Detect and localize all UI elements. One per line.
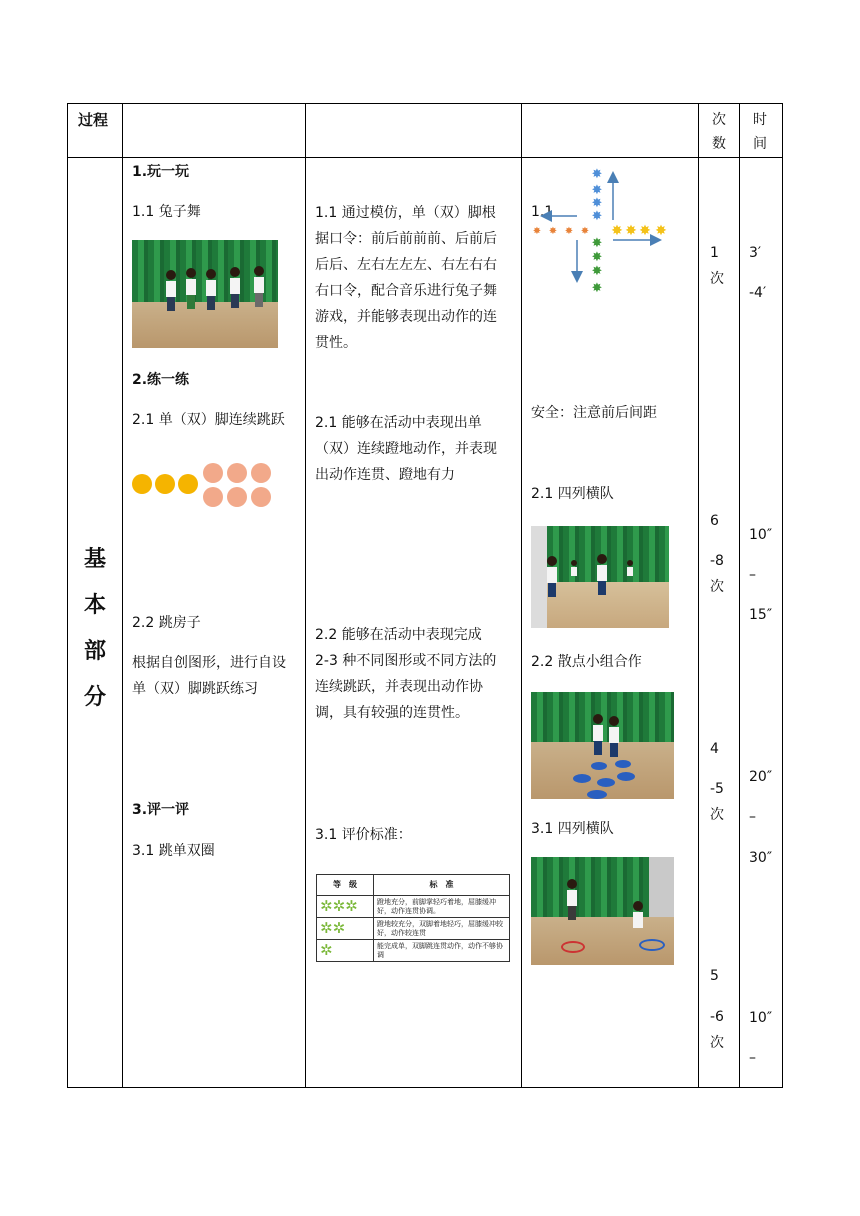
goal-1-1	[315, 200, 497, 356]
svg-text:✸: ✸	[655, 223, 667, 239]
svg-text:✸: ✸	[548, 226, 558, 237]
time-4-a: 10″	[749, 1010, 773, 1026]
table-col-border-1	[122, 103, 123, 1088]
goal-1-1-line: 游戏，并能够表现出动作的连	[315, 309, 497, 325]
goal-2-2-line: 2-3 种不同图形或不同方法的	[315, 653, 497, 669]
pink-circle-icon	[251, 487, 271, 507]
time-4-b: –	[749, 1050, 756, 1066]
time-3-b: –	[749, 809, 756, 825]
time-3-c: 30″	[749, 850, 773, 866]
pink-circle-icon	[203, 487, 223, 507]
header-process: 过程	[78, 111, 109, 129]
header-time-1: 时	[753, 112, 767, 128]
svg-text:✸: ✸	[591, 281, 603, 296]
svg-text:✸: ✸	[591, 167, 603, 182]
count-4-a: 5	[710, 968, 719, 984]
eval-header-level: 等 级	[333, 880, 357, 889]
formation-diagram	[531, 162, 671, 302]
goal-3-1: 3.1 评价标准：	[315, 827, 412, 843]
section-label-4: 分	[84, 685, 107, 710]
green-star-column	[592, 236, 603, 296]
pink-circle-icon	[203, 463, 223, 483]
svg-text:✸: ✸	[564, 226, 574, 237]
svg-text:✸: ✸	[591, 264, 603, 279]
ring-jump-photo	[531, 857, 674, 965]
content-item-2-1: 2.1 单（双）脚连续跳跃	[132, 412, 285, 428]
count-1-a: 1	[710, 245, 719, 261]
goal-2-1-line: （双）连续蹬地动作，并表现	[315, 441, 497, 457]
star-rating-icon: ✲✲	[320, 919, 346, 937]
content-item-2-2: 2.2 跳房子	[132, 615, 201, 631]
goal-2-2-line: 调，具有较强的连贯性。	[315, 705, 469, 721]
eval-row-text: 蹬地较充分，双脚着地轻巧，屈膝缓冲较好，动作较连贯	[377, 920, 503, 937]
content-heading-1: 1.玩一玩	[132, 164, 190, 180]
goal-2-2-line: 2.2 能够在活动中表现完成	[315, 627, 482, 643]
count-3-b: -5	[710, 781, 724, 797]
eval-header-row	[317, 875, 509, 896]
org-item-3-1: 3.1 四列横队	[531, 821, 614, 837]
yellow-circle-icon	[132, 474, 152, 494]
svg-text:✸: ✸	[580, 226, 590, 237]
star-rating-icon: ✲	[320, 941, 333, 959]
scatter-group-photo	[531, 692, 674, 799]
svg-text:✸: ✸	[591, 183, 603, 198]
goal-1-1-line: 贯性。	[315, 335, 357, 351]
table-top-border	[67, 103, 783, 104]
count-2-a: 6	[710, 513, 719, 529]
yellow-circle-icon	[178, 474, 198, 494]
four-row-formation-photo	[531, 526, 669, 628]
content-item-2-2-desc-1: 根据自创图形，进行自设	[132, 655, 286, 671]
diagram-label: 1.1	[531, 204, 554, 220]
eval-row-text: 蹬地充分，前脚掌轻巧着地，屈膝缓冲好，动作连贯协调。	[377, 898, 496, 915]
svg-text:✸: ✸	[625, 223, 637, 239]
svg-text:✸: ✸	[591, 236, 603, 251]
table-header-divider	[67, 157, 783, 158]
eval-row	[317, 940, 509, 961]
count-3-a: 4	[710, 741, 719, 757]
content-item-3-1: 3.1 跳单双圈	[132, 843, 215, 859]
goal-2-2-line: 连续跳跃，并表现出动作协	[315, 679, 483, 695]
goal-2-2	[315, 622, 496, 726]
count-2-b: -8	[710, 553, 724, 569]
content-item-1-1: 1.1 兔子舞	[132, 204, 201, 220]
count-3-c: 次	[710, 807, 724, 823]
pink-circle-icon	[251, 463, 271, 483]
eval-header-standard: 标 准	[429, 880, 454, 889]
time-1-b: -4′	[749, 285, 767, 301]
eval-row	[317, 896, 509, 918]
bunny-dance-photo	[132, 240, 278, 348]
time-2-a: 10″	[749, 527, 773, 543]
blue-star-column	[592, 167, 603, 224]
time-2-c: 15″	[749, 607, 773, 623]
svg-text:✸: ✸	[591, 209, 603, 224]
svg-text:✸: ✸	[591, 196, 603, 211]
time-2-b: –	[749, 567, 756, 583]
section-label-1: 基	[84, 547, 107, 572]
pink-circle-icon	[227, 463, 247, 483]
count-4-c: 次	[710, 1035, 724, 1051]
org-item-2-1: 2.1 四列横队	[531, 486, 614, 502]
goal-2-1-line: 2.1 能够在活动中表现出单	[315, 415, 482, 431]
svg-text:✸: ✸	[639, 223, 651, 239]
table-col-border-2	[305, 103, 306, 1088]
goal-2-1	[315, 410, 497, 488]
org-item-2-2: 2.2 散点小组合作	[531, 654, 642, 670]
content-item-2-2-desc-2: 单（双）脚跳跃练习	[132, 681, 258, 697]
pink-circle-icon	[227, 487, 247, 507]
count-4-b: -6	[710, 1009, 724, 1025]
svg-text:✸: ✸	[532, 226, 542, 237]
table-bottom-border	[67, 1087, 783, 1088]
table-col-border-4	[698, 103, 699, 1088]
safety-note: 安全：注意前后间距	[531, 405, 657, 421]
content-heading-2: 2.练一练	[132, 372, 190, 388]
goal-2-1-line: 出动作连贯、蹬地有力	[315, 467, 455, 483]
time-1-a: 3′	[749, 245, 762, 261]
section-label-3: 部	[84, 639, 107, 664]
goal-1-1-line: 1.1 通过模仿，单（双）脚根	[315, 205, 496, 221]
orange-star-row	[533, 226, 589, 237]
eval-row-text: 能完成单，双脚跳连贯动作，动作不够协调	[377, 942, 503, 959]
header-time-2: 间	[753, 136, 767, 152]
content-heading-3: 3.评一评	[132, 802, 190, 818]
goal-1-1-line: 据口令：前后前前前、后前后	[315, 231, 497, 247]
section-label-2: 本	[84, 593, 107, 618]
goal-1-1-line: 后后、左右左左左、右左右右	[315, 257, 497, 273]
svg-text:✸: ✸	[591, 250, 603, 265]
table-col-border-3	[521, 103, 522, 1088]
count-1-b: 次	[710, 271, 724, 287]
goal-1-1-line: 右口令，配合音乐进行兔子舞	[315, 283, 497, 299]
evaluation-table	[316, 874, 510, 962]
star-rating-icon: ✲✲✲	[320, 897, 358, 915]
yellow-star-row	[611, 223, 667, 239]
yellow-circle-icon	[155, 474, 175, 494]
table-col-border-0	[67, 103, 68, 1088]
svg-text:✸: ✸	[611, 223, 623, 239]
table-col-border-6	[782, 103, 783, 1088]
header-count-1: 次	[712, 112, 726, 128]
time-3-a: 20″	[749, 769, 773, 785]
table-col-border-5	[739, 103, 740, 1088]
count-2-c: 次	[710, 579, 724, 595]
eval-row	[317, 918, 509, 940]
header-count-2: 数	[712, 136, 726, 152]
